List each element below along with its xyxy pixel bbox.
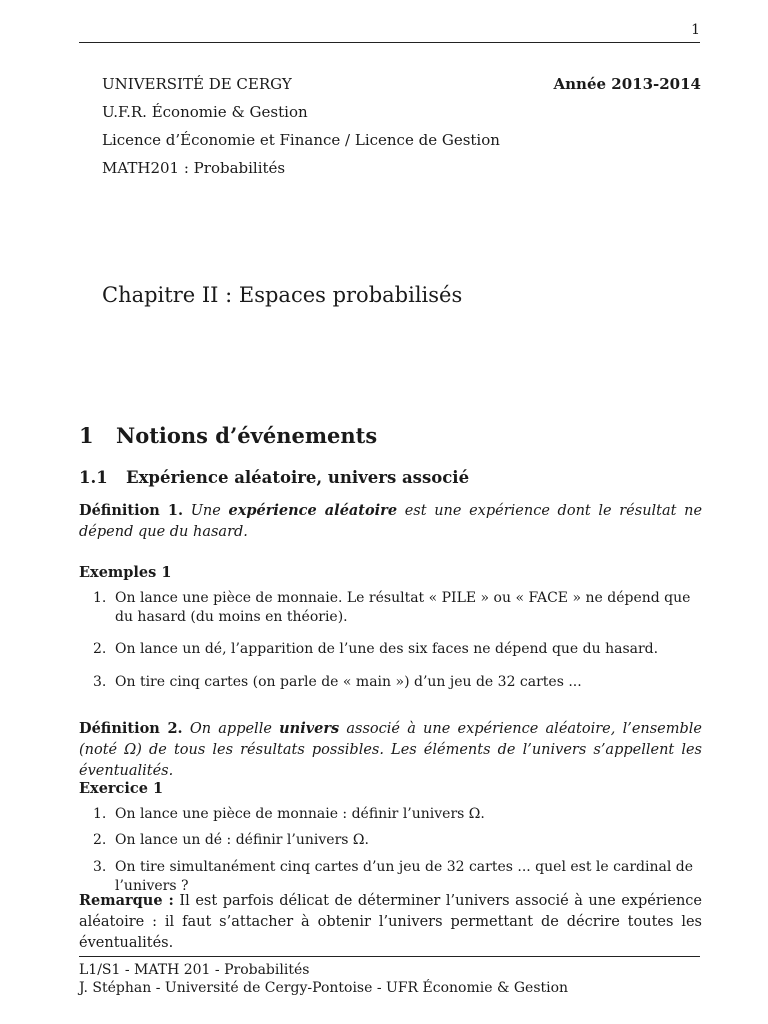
list-item-text: On tire simultanément cinq cartes d’un jeu de 32 cartes ... quel est le cardinal de l’univers ? [115,859,693,894]
definition-2-term: univers [279,720,340,737]
section-number: 1 [79,423,94,448]
exercise-heading: Exercice 1 [79,780,164,797]
definition-1-pre: Une [190,503,229,519]
examples-heading: Exemples 1 [79,564,172,581]
definition-2-post: associé à une expérience aléatoire, l’ensemble (noté Ω) de tous les résultats possibles. Les éléments de l’univers s’appellent les éventualités. [79,721,703,779]
list-item [93,589,705,627]
remark [79,890,702,954]
list-item-number: 1. [93,806,107,822]
list-item [93,640,705,659]
remark-text: Il est parfois délicat de déterminer l’univers associé à une expérience aléatoire : il faut s’attacher à obtenir l’univers permettant de décrire toutes les éventualités. [79,893,703,951]
header-rule [79,42,700,43]
list-item-number: 3. [93,859,107,875]
definition-2 [79,718,702,782]
definition-1-term: expérience aléatoire [228,502,398,519]
list-item-number: 1. [93,590,107,606]
list-item-number: 2. [93,832,107,848]
remark-label: Remarque : [79,892,174,909]
list-item [93,673,705,692]
list-item-text: On lance un dé, l’apparition de l’une des six faces ne dépend que du hasard. [115,641,659,657]
definition-1-label: Définition 1. [79,502,184,519]
definition-1 [79,500,702,543]
section-title: Notions d’événements [116,423,378,448]
footer-rule [79,956,700,957]
list-item [93,805,705,824]
definition-2-pre: On appelle [189,721,280,737]
list-item-number: 3. [93,674,107,690]
footer-course: L1/S1 - MATH 201 - Probabilités [79,962,310,978]
footer [79,961,568,997]
subsection-heading [79,468,469,487]
list-item-text: On lance un dé : définir l’univers Ω. [115,832,369,848]
ufr-name: U.F.R. Économie & Gestion [102,103,308,121]
academic-year: Année 2013-2014 [553,75,701,93]
list-item [93,831,705,850]
list-item-text: On lance une pièce de monnaie. Le résultat « PILE » ou « FACE » ne dépend que du hasard (du moins en théorie). [115,590,691,625]
definition-2-label: Définition 2. [79,720,183,737]
section-heading [79,423,377,448]
footer-author: J. Stéphan - Université de Cergy-Pontoise - UFR Économie & Gestion [79,980,569,996]
university-name: UNIVERSITÉ DE CERGY [102,75,292,93]
licence-name: Licence d’Économie et Finance / Licence de Gestion [102,131,500,149]
course-name: MATH201 : Probabilités [102,159,286,177]
page-number: 1 [691,22,700,38]
subsection-number: 1.1 [79,468,108,487]
subsection-title: Expérience aléatoire, univers associé [126,468,470,487]
list-item-text: On tire cinq cartes (on parle de « main ») d’un jeu de 32 cartes ... [115,674,582,690]
list-item-text: On lance une pièce de monnaie : définir l’univers Ω. [115,806,485,822]
chapter-title: Chapitre II : Espaces probabilisés [102,283,463,307]
definition-1-post: est une expérience dont le résultat ne dépend que du hasard. [79,503,703,540]
list-item-number: 2. [93,641,107,657]
document-header [102,70,500,182]
